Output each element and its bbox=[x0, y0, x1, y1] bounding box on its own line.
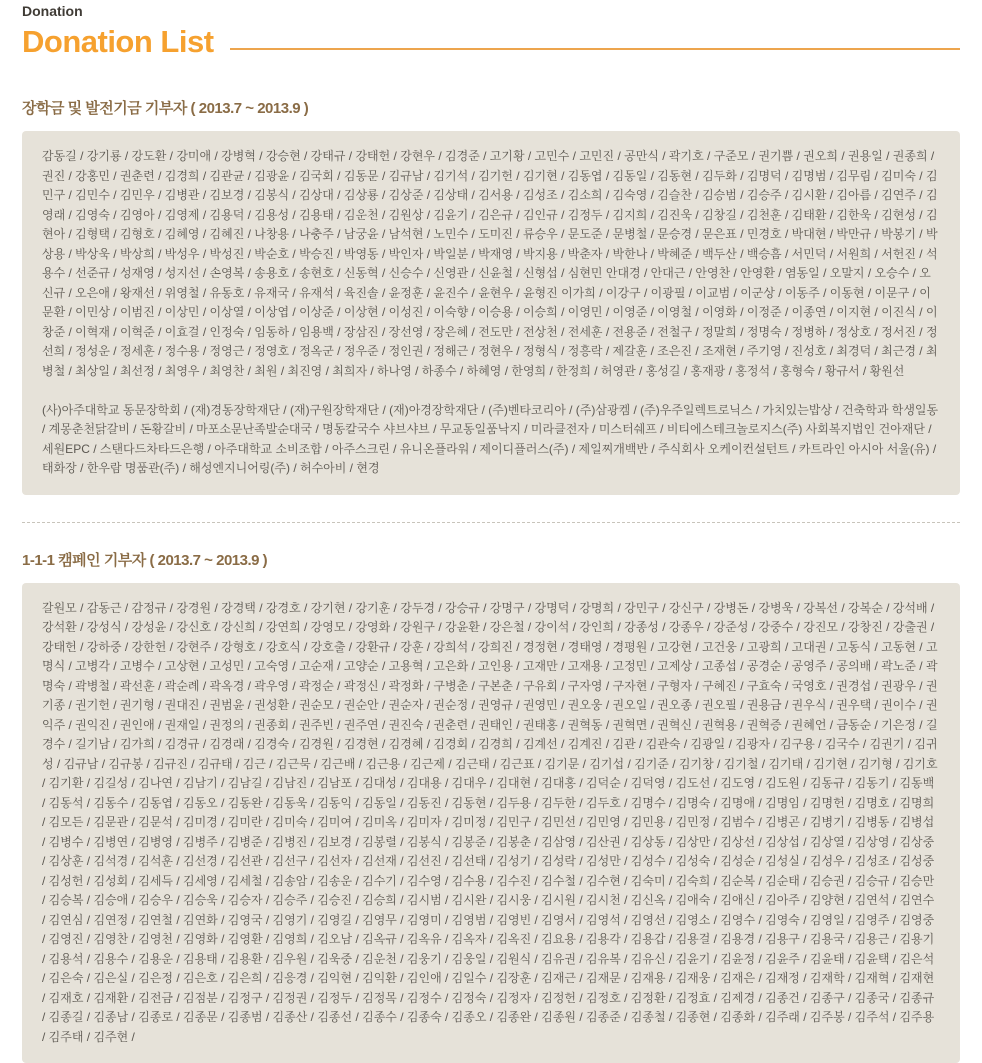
page-title: Donation List bbox=[22, 24, 214, 60]
breadcrumb: Donation bbox=[22, 0, 960, 19]
section-title-111-campaign: 1-1-1 캠페인 기부자 ( 2013.7 ~ 2013.9 ) bbox=[22, 549, 960, 570]
scholarship-donor-box bbox=[22, 131, 960, 495]
page-header bbox=[22, 0, 960, 60]
scholarship-donor-organizations: (사)아주대학교 동문장학회 / (재)경동장학재단 / (재)구원장학재단 / (재)아경장학재단 / (주)벤타코리아 / (주)삼광켐 / (주)우주일렉트로닉스 / 가치있는밥상 / 건축학과 학생일동 / 계몽춘천닭갈비 / 돈황갈비 / 마포소문난족발순대국 / 명동칼국수 샤브샤브 / 무교동일품낙지 / 미라클전자 / 미스터쉐프 / 비티에스테크놀로지스(주) 사회복지법인 건아재단 / 세원EPC / 스탠다드차타드은행 / 아주대학교 소비조합 / 아주스크린 / 유니온플라워 / 제이디플러스(주) / 제일찌개백반 / 주식회사 오케이컨설턴트 / 카트라인 아시아 서울(유) / 태화장 / 한우람 명품관(주) / 해성엔지니어링(주) / 허수아비 / 현경 bbox=[42, 401, 940, 479]
scholarship-donor-names: 감동길 / 강기룡 / 강도환 / 강미애 / 강병혁 / 강승현 / 강태규 / 강태헌 / 강현우 / 김경준 / 고기황 / 고민수 / 고민진 / 공만식 / 곽기호 / 구준모 / 권기쁨 / 권오희 / 권용일 / 권종희 / 권진 / 강홍민 / 권춘련 / 김경희 / 김관균 / 김광윤 / 김국회 / 김동문 / 김규남 / 김기석 / 김기헌 / 김기현 / 김동엽 / 김동일 / 김동현 / 김두화 / 김명덕 / 김명범 / 김무림 / 김미숙 / 김민구 / 김민수 / 김민우 / 김병관 / 김보경 / 김봉식 / 김상대 / 김상룡 / 김상준 / 김상태 / 김서용 / 김성조 / 김소희 / 김숙영 / 김슬찬 / 김승범 / 김승주 / 김시환 / 김아름 / 김연주 / 김영래 / 김영숙 / 김영아 / 김영제 / 김용덕 / 김용성 / 김용태 / 김운천 / 김원상 / 김윤기 / 김은규 / 김인규 / 김정두 / 김지희 / 김진욱 / 김창길 / 김천훈 / 김태환 / 김한욱 / 김현성 / 김현아 / 김형택 / 김형호 / 김혜영 / 김혜진 / 나창용 / 나충주 / 남궁윤 / 남석현 / 노민수 / 도미진 / 류승우 / 문도준 / 문병철 / 문승경 / 문은표 / 민경호 / 박대현 / 박만규 / 박봉기 / 박상용 / 박상욱 / 박상희 / 박성우 / 박성진 / 박순호 / 박승진 / 박영동 / 박인자 / 박일분 / 박재영 / 박지용 / 박춘자 / 박한나 / 박혜준 / 백두산 / 백승흠 / 서민덕 / 서원희 / 서헌진 / 석용수 / 선준규 / 성재영 / 성지선 / 손영복 / 송용호 / 송현호 / 신동혁 / 신승수 / 신영관 / 신윤철 / 신형섭 / 심현민 안대경 / 안대근 / 안영찬 / 안영환 / 염동일 / 오말지 / 오승수 / 오신규 / 오은애 / 왕재선 / 위영철 / 유동호 / 유재국 / 유재석 / 육진솔 / 윤정훈 / 윤진수 / 윤현우 / 윤형진 이가희 / 이강구 / 이광필 / 이교범 / 이군상 / 이동주 / 이동현 / 이문구 / 이문환 / 이민상 / 이범진 / 이상민 / 이상열 / 이상엽 / 이상준 / 이상현 / 이성진 / 이숙향 / 이승용 / 이승희 / 이영민 / 이영준 / 이영철 / 이영화 / 이정준 / 이종연 / 이지현 / 이진식 / 이창준 / 이혁재 / 이혁준 / 이효걸 / 인정숙 / 임동하 / 임용백 / 장삼진 / 장선영 / 장은혜 / 전도만 / 전상천 / 전세훈 / 전용준 / 전철구 / 정말희 / 정명숙 / 정병하 / 정상호 / 정서진 / 정선희 / 정성운 / 정세훈 / 정수용 / 정영근 / 정영호 / 정옥군 / 정우준 / 정인권 / 정해근 / 정현우 / 정형식 / 정흥락 / 제갈훈 / 조은진 / 조재현 / 주기영 / 진성호 / 최경덕 / 최근경 / 최병철 / 최상일 / 최선정 / 최영우 / 최영찬 / 최원 / 최진영 / 최희자 / 하나영 / 하종수 / 하혜영 / 한영희 / 한정희 / 허영관 / 홍성길 / 홍재광 / 홍정석 / 홍형숙 / 황규서 / 황원선 bbox=[42, 147, 940, 381]
campaign-donor-names: 갈원모 / 감동근 / 감정규 / 강경원 / 강경택 / 강경호 / 강기현 / 강기훈 / 강두경 / 강승규 / 강명구 / 강명덕 / 강명희 / 강민구 / 강신구 / 강병돈 / 강병욱 / 강복선 / 강복순 / 강석배 / 강석환 / 강성식 / 강성윤 / 강신호 / 강신희 / 강연희 / 강영모 / 강영화 / 강원구 / 강윤환 / 강은철 / 강이석 / 강인희 / 강종성 / 강종우 / 강준성 / 강중수 / 강진모 / 강창진 / 강출권 / 강태헌 / 강하중 / 강한헌 / 강현주 / 강형호 / 강호식 / 강호출 / 강환규 / 강훈 / 강희석 / 강희진 / 경정현 / 경태영 / 경평원 / 고강현 / 고건웅 / 고광희 / 고대권 / 고동식 / 고동현 / 고명식 / 고병각 / 고병수 / 고상현 / 고성민 / 고숙영 / 고순재 / 고양순 / 고용혁 / 고은화 / 고인용 / 고재만 / 고재용 / 고정민 / 고제상 / 고종섭 / 공경순 / 공영주 / 공의배 / 곽노준 / 곽명숙 / 곽병철 / 곽선훈 / 곽순례 / 곽옥경 / 곽우영 / 곽정순 / 곽정신 / 곽정화 / 구병춘 / 구본춘 / 구유회 / 구자영 / 구자현 / 구형자 / 구혜진 / 구효숙 / 국영호 / 권경섭 / 권광우 / 권기종 / 권기헌 / 권기형 / 권대진 / 권범윤 / 권성환 / 권순모 / 권순안 / 권순자 / 권순정 / 권영규 / 권영민 / 권오웅 / 권오일 / 권오종 / 권오필 / 권용금 / 권우식 / 권우택 / 권이수 / 권익주 / 권익진 / 권인애 / 권재일 / 권정의 / 권종회 / 권주빈 / 권주연 / 권진숙 / 권춘련 / 권태인 / 권태홍 / 권혁동 / 권혁면 / 권혁신 / 권혁용 / 권혁증 / 권혜언 / 금동순 / 기은정 / 길경수 / 길기남 / 김가희 / 김경규 / 김경래 / 김경숙 / 김경원 / 김경현 / 김경혜 / 김경회 / 김경희 / 김계선 / 김계진 / 김관 / 김관숙 / 김광일 / 김광자 / 김구용 / 김국수 / 김권기 / 김귀성 / 김규남 / 김규봉 / 김규진 / 김규태 / 김근 / 김근묵 / 김근배 / 김근용 / 김근제 / 김근태 / 김근표 / 김기문 / 김기섭 / 김기준 / 김기창 / 김기철 / 김기태 / 김기현 / 김기형 / 김기호 / 김기환 / 김길성 / 김나연 / 김남기 / 김남길 / 김남진 / 김남포 / 김대성 / 김대용 / 김대우 / 김대현 / 김대홍 / 김덕순 / 김덕영 / 김도선 / 김도영 / 김도원 / 김동규 / 김동기 / 김동백 / 김동석 / 김동수 / 김동엽 / 김동오 / 김동완 / 김동욱 / 김동익 / 김동일 / 김동진 / 김동현 / 김두용 / 김두한 / 김두호 / 김명수 / 김명숙 / 김명애 / 김명임 / 김명헌 / 김명호 / 김명희 / 김모든 / 김문관 / 김문석 / 김미경 / 김미란 / 김미숙 / 김미여 / 김미옥 / 김미자 / 김미정 / 김민구 / 김민선 / 김민영 / 김민용 / 김민정 / 김범수 / 김병곤 / 김병기 / 김병동 / 김병섭 / 김병수 / 김병연 / 김병영 / 김병주 / 김병준 / 김병진 / 김보경 / 김봉렬 / 김봉식 / 김봉준 / 김봉춘 / 김삼영 / 김산권 / 김상동 / 김상만 / 김상선 / 김상섭 / 김상열 / 김상영 / 김상중 / 김상훈 / 김석경 / 김석훈 / 김선경 / 김선관 / 김선구 / 김선자 / 김선재 / 김선진 / 김선태 / 김성기 / 김성락 / 김성만 / 김성수 / 김성숙 / 김성순 / 김성실 / 김성우 / 김성조 / 김성중 / 김성헌 / 김성회 / 김세득 / 김세영 / 김세철 / 김송암 / 김송운 / 김수기 / 김수영 / 김수용 / 김수진 / 김수철 / 김수현 / 김숙미 / 김숙희 / 김순복 / 김순태 / 김승권 / 김승규 / 김승만 / 김승복 / 김승애 / 김승우 / 김승욱 / 김승자 / 김승주 / 김승진 / 김승희 / 김시범 / 김시완 / 김시웅 / 김시원 / 김시천 / 김신옥 / 김애숙 / 김애신 / 김아주 / 김양현 / 김연석 / 김연수 / 김연심 / 김연정 / 김연철 / 김연화 / 김영국 / 김영기 / 김영길 / 김영무 / 김영미 / 김영범 / 김영빈 / 김영서 / 김영석 / 김영선 / 김영소 / 김영수 / 김영숙 / 김영일 / 김영주 / 김영중 / 김영진 / 김영찬 / 김영천 / 김영화 / 김영환 / 김영희 / 김오남 / 김옥규 / 김옥유 / 김옥자 / 김옥진 / 김요용 / 김용각 / 김용갑 / 김용걸 / 김용경 / 김용구 / 김용국 / 김용근 / 김용기 / 김용석 / 김용수 / 김용운 / 김용태 / 김용환 / 김우원 / 김욱중 / 김운천 / 김웅기 / 김웅일 / 김원식 / 김유권 / 김유복 / 김유신 / 김윤기 / 김윤정 / 김윤주 / 김윤태 / 김윤택 / 김은석 / 김은숙 / 김은실 / 김은정 / 김은호 / 김은희 / 김응경 / 김익현 / 김익환 / 김인애 / 김일수 / 김장훈 / 김재근 / 김재문 / 김재용 / 김재웅 / 김재은 / 김재정 / 김재학 / 김재혁 / 김재현 / 김재호 / 김재환 / 김전금 / 김점분 / 김정구 / 김정권 / 김정두 / 김정목 / 김정수 / 김정숙 / 김정자 / 김정헌 / 김정호 / 김정환 / 김정효 / 김제경 / 김종건 / 김종구 / 김종국 / 김종규 / 김종길 / 김종남 / 김종로 / 김종문 / 김종범 / 김종산 / 김종선 / 김종수 / 김종숙 / 김종오 / 김종완 / 김종원 / 김종준 / 김종철 / 김종현 / 김종화 / 김주래 / 김주봉 / 김주석 / 김주용 / 김주태 / 김주현 / bbox=[42, 599, 940, 1048]
title-row bbox=[22, 24, 960, 60]
title-underline-rule bbox=[230, 48, 960, 50]
section-divider bbox=[22, 522, 960, 523]
section-title-scholarship-fund: 장학금 및 발전기금 기부자 ( 2013.7 ~ 2013.9 ) bbox=[22, 97, 960, 118]
campaign-donor-box bbox=[22, 583, 960, 1063]
